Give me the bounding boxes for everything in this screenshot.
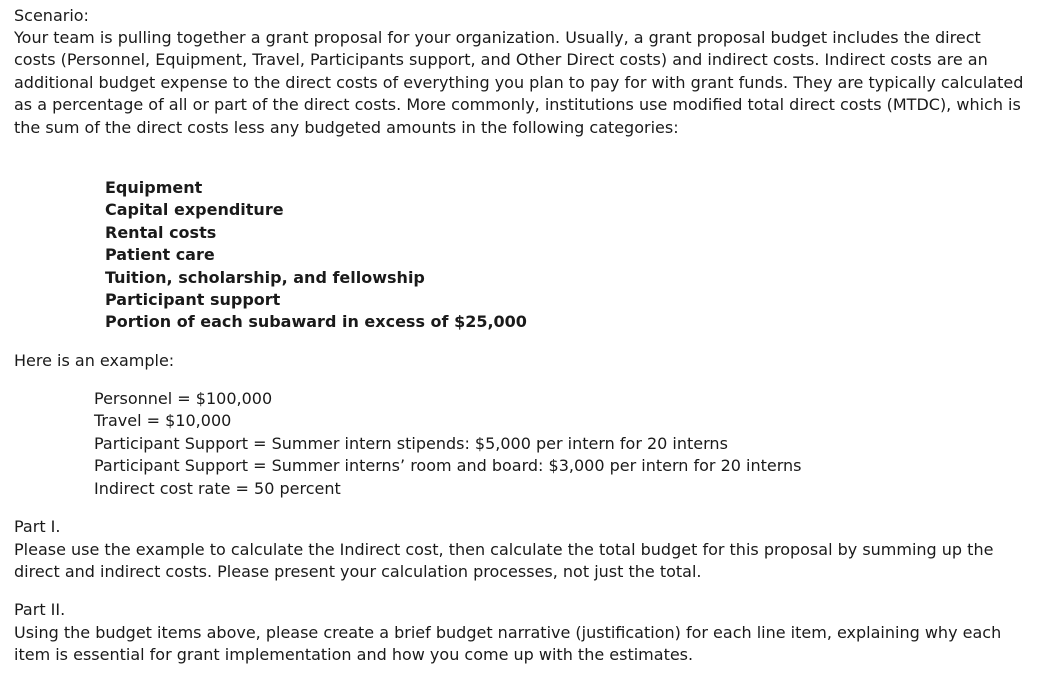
category-item: Rental costs xyxy=(105,222,217,242)
category-item: Patient care xyxy=(105,245,215,265)
scenario-intro-paragraph: Your team is pulling together a grant proposal for your organization. Usually, a grant proposal budget includes the direct costs (Personnel, Equipment, Travel, Participants support, and Other Direct costs) and indirect costs. Indirect costs are an additional budget expense to the direct costs of everything you plan to pay for with grant funds. They are typically calculated as a percentage of all or part of the direct costs. More commonly, institutions use modified total direct costs (MTDC), which is the sum of the direct costs less any budgeted amounts in the following categories: xyxy=(14,28,1024,137)
example-budget-list xyxy=(94,388,802,500)
scenario-label: Scenario: xyxy=(14,6,89,25)
category-item: Participant support xyxy=(105,290,281,310)
part1-instructions: Please use the example to calculate the Indirect cost, then calculate the total budget for this proposal by summing up the direct and indirect costs. Please present your calculation processes, not just the total. xyxy=(14,540,994,582)
category-item: Equipment xyxy=(105,178,203,197)
part1-label: Part I. xyxy=(14,517,61,536)
example-item: Indirect cost rate = 50 percent xyxy=(94,478,341,498)
part2-instructions: Using the budget items above, please create a brief budget narrative (justification) for each line item, explaining why each item is essential for grant implementation and how you come up with the estimates. xyxy=(14,623,1002,665)
example-label: Here is an example: xyxy=(14,351,175,370)
example-item: Participant Support = Summer intern stipends: $5,000 per intern for 20 interns xyxy=(94,433,728,453)
part2-label: Part II. xyxy=(14,600,66,619)
category-item: Tuition, scholarship, and fellowship xyxy=(105,267,425,287)
example-item: Travel = $10,000 xyxy=(94,411,232,431)
category-item: Capital expenditure xyxy=(105,200,284,220)
excluded-categories-list xyxy=(105,177,527,334)
example-item: Personnel = $100,000 xyxy=(94,389,273,408)
category-item: Portion of each subaward in excess of $25,000 xyxy=(105,312,527,332)
example-item: Participant Support = Summer interns’ room and board: $3,000 per intern for 20 interns xyxy=(94,456,802,476)
